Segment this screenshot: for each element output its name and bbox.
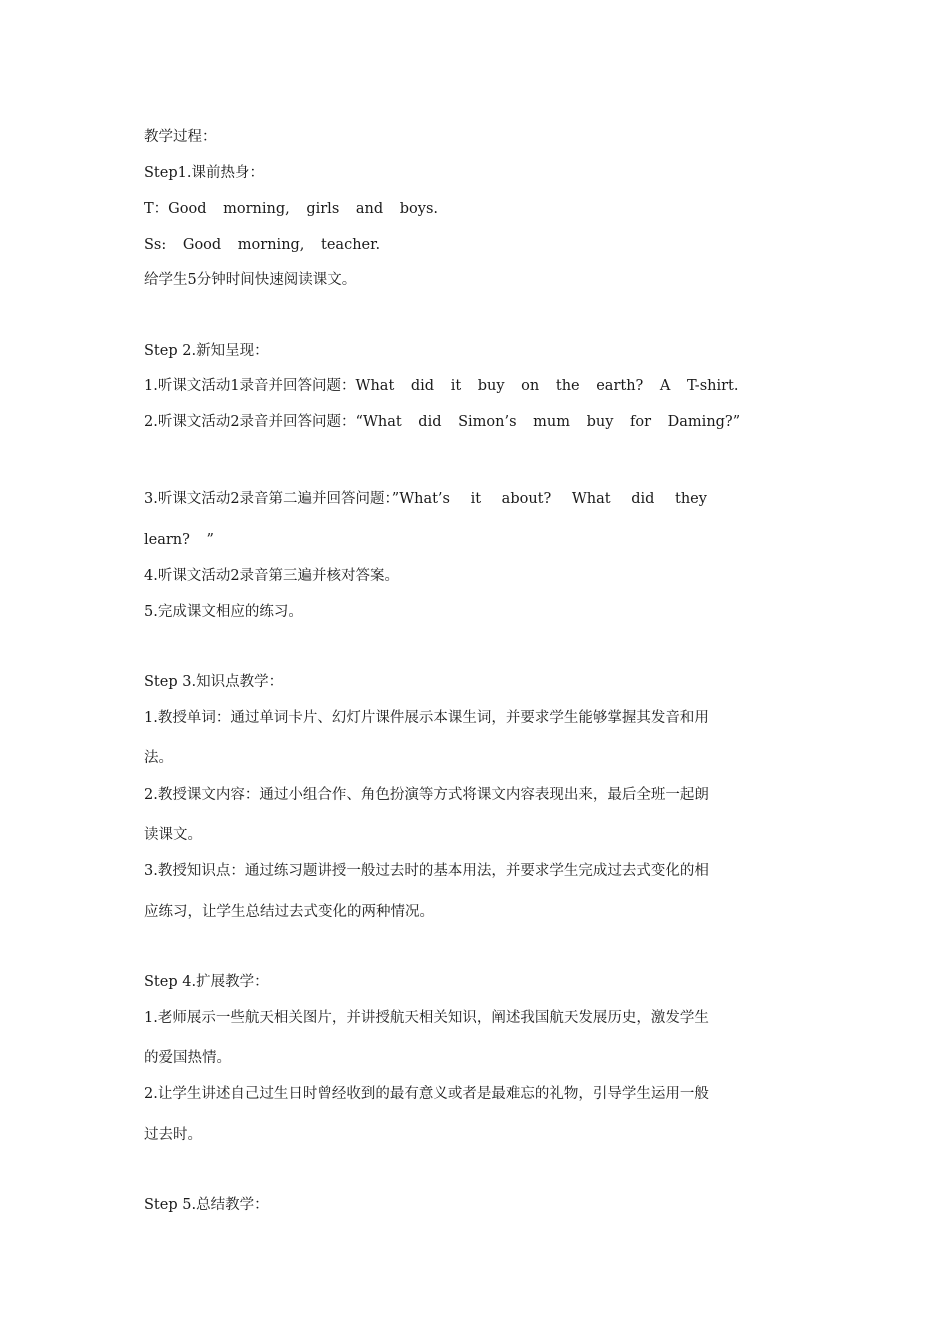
step3-item-2: 2.教授课文内容：通过小组合作、角色扮演等方式将课文内容表现出来，最后全班一起朗: [144, 787, 709, 803]
step2-title: Step 2.新知呈现：: [144, 343, 269, 359]
step3-item-1-cont: 法。: [144, 750, 173, 766]
step3-item-2-cont: 读课文。: [144, 827, 202, 843]
step2-item-5: 5.完成课文相应的练习。: [144, 604, 303, 620]
step3-item-3-cont: 应练习，让学生总结过去式变化的两种情况。: [144, 904, 434, 920]
step4-item-1-cont: 的爱国热情。: [144, 1050, 231, 1066]
dialogue-line-teacher: T：Good morning, girls and boys.: [144, 201, 438, 217]
step2-item-1: 1.听课文活动1录音并回答问题：What did it buy on the earth? A T-shirt.: [144, 378, 739, 394]
step4-title: Step 4.扩展教学：: [144, 974, 269, 990]
step2-item-4: 4.听课文活动2录音第三遍并核对答案。: [144, 568, 400, 584]
step4-item-2: 2.让学生讲述自己过生日时曾经收到的最有意义或者是最难忘的礼物，引导学生运用一般: [144, 1086, 709, 1102]
step4-item-1: 1.老师展示一些航天相关图片，并讲授航天相关知识，阐述我国航天发展历史，激发学生: [144, 1010, 709, 1026]
step1-instruction: 给学生5分钟时间快速阅读课文。: [144, 272, 357, 288]
step3-title: Step 3.知识点教学：: [144, 674, 284, 690]
dialogue-line-students: Ss: Good morning, teacher.: [144, 237, 381, 253]
step4-item-2-cont: 过去时。: [144, 1127, 202, 1143]
step1-title: Step1.课前热身：: [144, 165, 264, 181]
step2-item-3: 3.听课文活动2录音第二遍并回答问题：”What’s it about? What did they: [144, 491, 707, 507]
section-heading: 教学过程：: [144, 129, 217, 145]
step2-item-3-cont: learn? ”: [144, 532, 214, 548]
step5-title: Step 5.总结教学：: [144, 1197, 269, 1213]
step3-item-1: 1.教授单词：通过单词卡片、幻灯片课件展示本课生词，并要求学生能够掌握其发音和用: [144, 710, 709, 726]
step3-item-3: 3.教授知识点：通过练习题讲授一般过去时的基本用法，并要求学生完成过去式变化的相: [144, 863, 709, 879]
step2-item-2: 2.听课文活动2录音并回答问题：“What did Simon’s mum buy for Daming?”: [144, 414, 741, 430]
